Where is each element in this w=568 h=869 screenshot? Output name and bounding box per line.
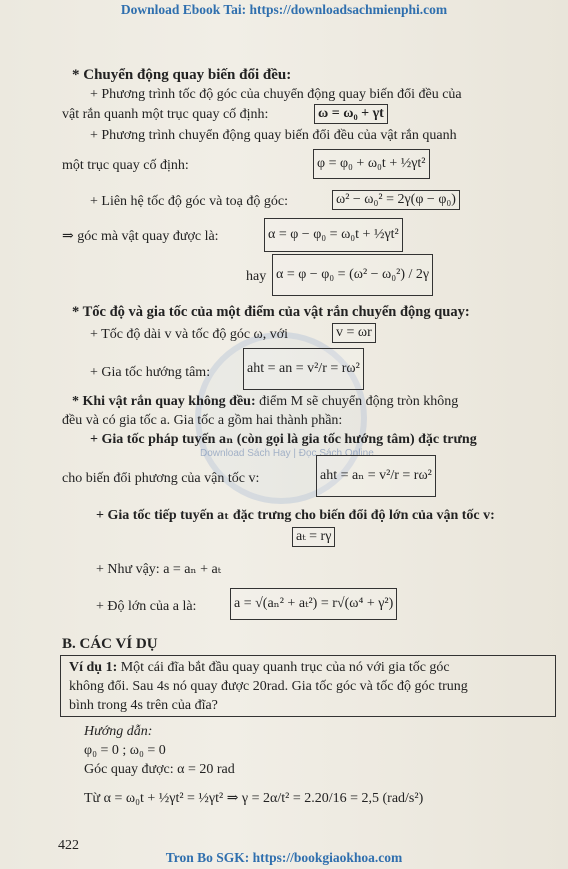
footer-link[interactable]: Tron Bo SGK: https://bookgiaokhoa.com: [165, 850, 403, 865]
s3-line7: + Độ lớn của a là:: [96, 599, 197, 614]
example-line3: bình trong 4s trên của đĩa?: [69, 698, 218, 713]
s3-line5: + Gia tốc tiếp tuyến aₜ đặc trưng cho biến đổi độ lớn của vận tốc v:: [96, 508, 495, 523]
example-line2: không đổi. Sau 4s nó quay được 20rad. Gia tốc góc và tốc độ góc trung: [69, 679, 468, 694]
watermark-text: Download Sách Hay | Đọc Sách Online: [200, 448, 374, 459]
s3-line1-text: điểm M sẽ chuyển động tròn không: [259, 394, 459, 409]
s3-line2: đều và có gia tốc a. Gia tốc a gồm hai thành phần:: [62, 413, 343, 428]
guide-line1: φ₀ = 0 ; ω₀ = 0: [84, 743, 166, 758]
formula-tangential-accel: aₜ = rγ: [292, 527, 335, 547]
s1-line4: một trục quay cố định:: [62, 158, 189, 173]
guide-line3: Từ α = ω₀t + ½γt² = ½γt² ⇒ γ = 2α/t² = 2.20/16 = 2,5 (rad/s²): [84, 791, 424, 806]
formula-angular-velocity: ω = ω₀ + γt: [314, 104, 388, 124]
s1-hay: hay: [246, 269, 267, 284]
s3-title: * Khi vật rắn quay không đều:: [72, 394, 256, 409]
s2-line2: + Gia tốc hướng tâm:: [90, 365, 211, 380]
s3-line3: + Gia tốc pháp tuyến aₙ (còn gọi là gia tốc hướng tâm) đặc trưng: [90, 432, 477, 447]
s3-line6: + Như vậy: a = aₙ + aₜ: [96, 562, 222, 577]
s2-line1: + Tốc độ dài v và tốc độ góc ω, với: [90, 327, 289, 342]
s1-line2: vật rắn quanh một trục quay cố định:: [62, 107, 269, 122]
example-label: Ví dụ 1:: [69, 660, 118, 675]
formula-rotation-angle: α = φ − φ₀ = ω₀t + ½γt²: [264, 218, 403, 252]
s1-line5: + Liên hệ tốc độ góc và toạ độ góc:: [90, 194, 289, 209]
page-number: 422: [58, 838, 79, 853]
s1-line6: ⇒ góc mà vật quay được là:: [62, 229, 219, 244]
example-line1-text: Một cái đĩa bắt đầu quay quanh trục của nó với gia tốc góc: [120, 660, 450, 675]
s1-line1: + Phương trình tốc độ góc của chuyển động quay biến đổi đều của: [90, 87, 462, 102]
example-line1: [69, 659, 450, 676]
guide-title: Hướng dẫn:: [84, 724, 153, 739]
example-box: [60, 655, 556, 717]
formula-centripetal: aht = an = v²/r = rω²: [243, 348, 364, 390]
formula-normal-accel: aht = aₙ = v²/r = rω²: [316, 455, 436, 497]
formula-angle: φ = φ₀ + ω₀t + ½γt²: [313, 149, 430, 179]
formula-rotation-angle-alt: α = φ − φ₀ = (ω² − ω₀²) / 2γ: [272, 254, 433, 296]
guide-line2: Góc quay được: α = 20 rad: [84, 762, 235, 777]
formula-linear-speed: v = ωr: [332, 323, 376, 343]
s1-title: * Chuyển động quay biến đổi đều:: [72, 67, 292, 83]
s2-title: * Tốc độ và gia tốc của một điểm của vật rắn chuyển động quay:: [72, 304, 470, 320]
s1-line3: + Phương trình chuyển động quay biến đổi đều của vật rắn quanh: [90, 128, 457, 143]
section-b-title: B. CÁC VÍ DỤ: [62, 636, 158, 652]
formula-total-accel: a = √(aₙ² + aₜ²) = r√(ω⁴ + γ²): [230, 588, 397, 620]
s3-line4: cho biến đổi phương của vận tốc v:: [62, 471, 260, 486]
header-link[interactable]: Download Ebook Tai: https://downloadsachmienphi.com: [120, 2, 448, 17]
s3-line1: [72, 393, 458, 410]
formula-relation: ω² − ω₀² = 2γ(φ − φ₀): [332, 190, 460, 210]
